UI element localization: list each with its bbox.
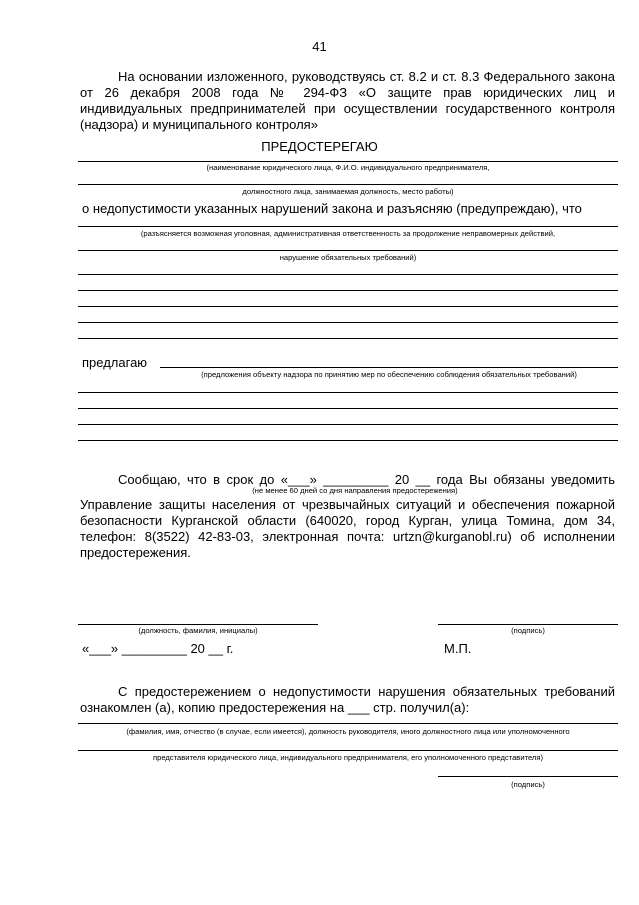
- notify-line-1: Сообщаю, что в срок до «___» _________ 20 __ года Вы обязаны уведомить: [118, 472, 615, 487]
- field-line-signature: [438, 624, 618, 625]
- heading-warn: ПРЕДОСТЕРЕГАЮ: [261, 139, 378, 154]
- caption-signature-2: (подпись): [511, 780, 545, 789]
- caption-proposals: (предложения объекту надзора по принятию мер по обеспечению соблюдения обязательных требований): [201, 370, 577, 379]
- caption-liability: (разъясняется возможная уголовная, административная ответственность за продолжение неправомерных действий,: [140, 229, 556, 238]
- inadmissibility-text: о недопустимости указанных нарушений закона и разъясняю (предупреждаю), что: [82, 201, 582, 216]
- notify-line-5: предостережения.: [80, 545, 191, 560]
- caption-official-position: должностного лица, занимаемая должность, место работы): [242, 187, 454, 196]
- caption-representative: представителя юридического лица, индивидуального предпринимателя, его уполномоченного представителя): [152, 753, 544, 762]
- blank-line: [78, 424, 618, 425]
- blank-line: [78, 274, 618, 275]
- blank-line: [78, 440, 618, 441]
- caption-position-name: (должность, фамилия, инициалы): [138, 626, 258, 635]
- intro-line-3: индивидуальных предпринимателей при осуществлении государственного контроля: [80, 101, 615, 116]
- caption-violation: нарушение обязательных требований): [279, 253, 417, 262]
- field-line-acquainted-person: [78, 723, 618, 724]
- propose-label: предлагаю: [82, 355, 148, 370]
- field-line-representative: [78, 750, 618, 751]
- field-line-liability: [78, 226, 618, 227]
- notify-line-3: безопасности Курганской области (640020, город Курган, улица Томина, дом 34,: [80, 513, 615, 528]
- notify-line-2: Управление защиты населения от чрезвычайных ситуаций и обеспечения пожарной: [80, 497, 615, 512]
- caption-acquainted-person: (фамилия, имя, отчество (в случае, если имеется), должность руководителя, иного должностного лица или уполномоченного: [126, 727, 570, 736]
- field-line-entity: [78, 161, 618, 162]
- field-line-position-name: [78, 624, 318, 625]
- blank-line: [78, 408, 618, 409]
- notify-line-4: телефон: 8(3522) 42-83-03, электронная почта: urtzn@kurganobl.ru) об исполнении: [80, 529, 615, 544]
- acquaint-line-1: С предостережением о недопустимости нарушения обязательных требований: [118, 684, 615, 699]
- date-line: «___» _________ 20 __ г.: [82, 641, 234, 656]
- blank-line: [78, 322, 618, 323]
- blank-line: [78, 306, 618, 307]
- field-line-official: [78, 184, 618, 185]
- page-number: 41: [312, 39, 327, 54]
- blank-line: [78, 392, 618, 393]
- field-line-violation: [78, 250, 618, 251]
- acquaint-line-2: ознакомлен (а), копию предостережения на ___ стр. получил(а):: [80, 700, 470, 715]
- caption-signature: (подпись): [511, 626, 545, 635]
- field-line-proposals: [160, 367, 618, 368]
- field-line-signature-2: [438, 776, 618, 777]
- blank-line: [78, 338, 618, 339]
- caption-deadline-note: (не менее 60 дней со дня направления предостережения): [252, 486, 458, 495]
- caption-entity-name: (наименование юридического лица, Ф.И.О. индивидуального предпринимателя,: [206, 163, 490, 172]
- stamp-label: М.П.: [444, 641, 472, 656]
- intro-line-4: (надзора) и муниципального контроля»: [80, 117, 318, 132]
- blank-line: [78, 290, 618, 291]
- intro-line-1: На основании изложенного, руководствуясь ст. 8.2 и ст. 8.3 Федерального закона: [118, 69, 615, 84]
- intro-line-2: от 26 декабря 2008 года № 294-ФЗ «О защите прав юридических лиц и: [80, 85, 615, 100]
